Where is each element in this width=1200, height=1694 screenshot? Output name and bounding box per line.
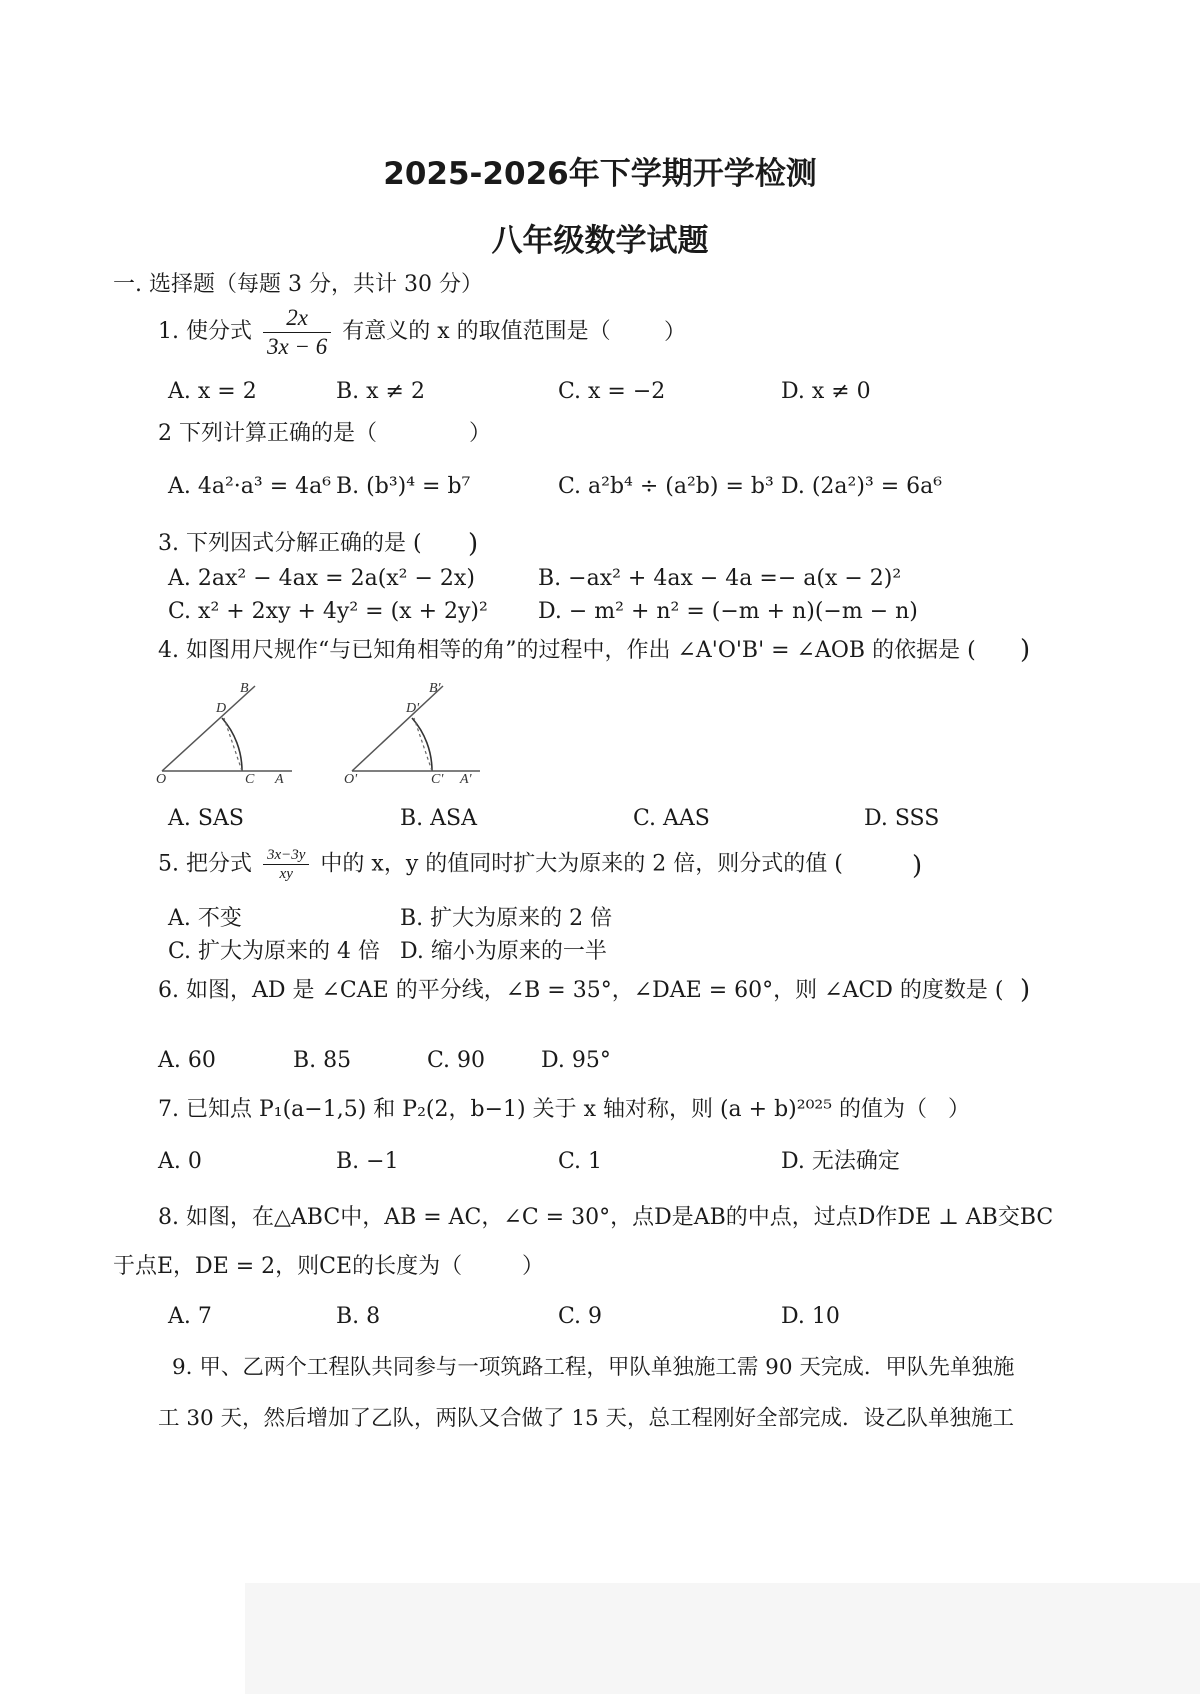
question-2-option-d: D. (2a²)³ = 6a⁶ [781,474,943,499]
fraction-numerator: 2x [263,304,331,333]
label-d-prime: D' [406,701,420,716]
question-7-option-d: D. 无法确定 [781,1149,900,1174]
question-3-option-c: C. x² + 2xy + 4y² = (x + 2y)² [168,599,488,624]
question-7-option-a: A. 0 [158,1149,202,1174]
question-6-stem: 6. 如图，AD 是 ∠CAE 的平分线，∠B = 35°，∠DAE = 60°，则 ∠ACD 的度数是 ( [158,978,1004,1003]
question-3-stem: 3. 下列因式分解正确的是 ( [158,531,422,556]
question-4-figure [150,678,550,788]
question-3-option-d: D. − m² + n² = (−m + n)(−m − n) [538,599,918,624]
label-b: B [240,681,249,696]
figure-2-angle-a-o-b [344,681,480,787]
question-1-stem-a: 1. 使分式 [158,319,252,345]
question-8-option-d: D. 10 [781,1304,840,1329]
question-5 [158,846,843,883]
label-c: C [245,772,255,787]
question-9-line-2: 工 30 天，然后增加了乙队，两队又合做了 15 天，总工程刚好全部完成．设乙队单独施工 [158,1406,1015,1431]
label-o: O [156,772,167,787]
fraction-denominator: xy [279,866,293,882]
question-5-option-d: D. 缩小为原来的一半 [400,939,607,964]
exam-title: 2025-2026年下学期开学检测 [383,156,817,192]
question-8-option-b: B. 8 [336,1304,381,1329]
question-8-line-1: 8. 如图，在△ABC中，AB = AC，∠C = 30°，点D是AB的中点，过点D作DE ⊥ AB交BC [158,1205,1054,1230]
question-4-option-a: A. SAS [168,806,244,831]
question-5-option-b: B. 扩大为原来的 2 倍 [400,906,613,931]
exam-subtitle: 八年级数学试题 [491,223,709,259]
question-6-option-d: D. 95° [541,1048,611,1073]
question-1-option-c: C. x = −2 [558,379,666,404]
label-a: A [275,772,284,787]
figure-1-angle-aob [156,681,292,787]
question-7-option-c: C. 1 [558,1149,603,1174]
ray-o-b-prime [352,686,443,771]
question-1 [158,304,611,360]
question-6-option-a: A. 60 [158,1048,216,1073]
question-1-fraction [263,304,331,360]
question-1-paren: ） [664,320,687,345]
question-2-option-a: A. 4a²·a³ = 4a⁶ [168,474,332,499]
question-2-paren: ） [469,421,492,446]
question-4-option-c: C. AAS [633,806,710,831]
question-6-option-c: C. 90 [427,1048,486,1073]
question-6-option-b: B. 85 [293,1048,352,1073]
question-1-option-b: B. x ≠ 2 [336,379,425,404]
question-2-stem: 2 下列计算正确的是（ [158,421,377,446]
question-5-fraction [263,846,309,883]
question-1-stem-b: 有意义的 x 的取值范围是（ [342,319,611,345]
question-3-paren: ) [468,529,479,559]
question-5-paren: ) [912,851,923,881]
label-c-prime: C' [431,772,444,787]
fraction-numerator: 3x−3y [263,846,309,865]
question-1-option-a: A. x = 2 [168,379,257,404]
question-8-option-a: A. 7 [168,1304,212,1329]
question-1-option-d: D. x ≠ 0 [781,379,871,404]
segment-c-d-prime [414,718,432,771]
question-5-stem-b: 中的 x，y 的值同时扩大为原来的 2 倍，则分式的值 ( [320,851,843,877]
segment-cd [224,718,242,771]
question-8-option-c: C. 9 [558,1304,603,1329]
question-3-option-b: B. −ax² + 4ax − 4a =− a(x − 2)² [538,566,902,591]
question-4-stem: 4. 如图用尺规作“与已知角相等的角”的过程中，作出 ∠A'O'B' = ∠AOB 的依据是 ( [158,638,976,663]
question-5-option-a: A. 不变 [168,906,242,931]
question-3-option-a: A. 2ax² − 4ax = 2a(x² − 2x) [168,566,475,591]
question-2-option-c: C. a²b⁴ ÷ (a²b) = b³ [558,474,774,499]
question-4-paren: ) [1020,635,1031,665]
question-2-option-b: B. (b³)⁴ = b⁷ [336,474,471,499]
question-7-stem: 7. 已知点 P₁(a−1,5) 和 P₂(2，b−1) 关于 x 轴对称，则 (a + b)²⁰²⁵ 的值为（ [158,1097,928,1122]
question-8-line-2: 于点E，DE = 2，则CE的长度为（ [113,1254,463,1279]
question-5-option-c: C. 扩大为原来的 4 倍 [168,939,381,964]
question-5-stem-a: 5. 把分式 [158,851,252,877]
question-9-line-1: 9. 甲、乙两个工程队共同参与一项筑路工程，甲队单独施工需 90 天完成．甲队先单独施 [172,1355,1015,1380]
label-d: D [216,701,227,716]
question-7-paren: ） [948,1097,971,1122]
question-6-paren: ) [1020,975,1031,1005]
label-o-prime: O' [344,772,358,787]
label-a-prime: A' [460,772,472,787]
fraction-denominator: 3x − 6 [266,333,328,359]
question-4-option-b: B. ASA [400,806,477,831]
question-4-option-d: D. SSS [864,806,940,831]
section-header: 一. 选择题（每题 3 分，共计 30 分） [113,272,483,297]
question-7-option-b: B. −1 [336,1149,399,1174]
label-b-prime: B' [429,681,441,696]
scan-shading [245,1583,1200,1694]
question-8-paren: ） [522,1254,545,1279]
